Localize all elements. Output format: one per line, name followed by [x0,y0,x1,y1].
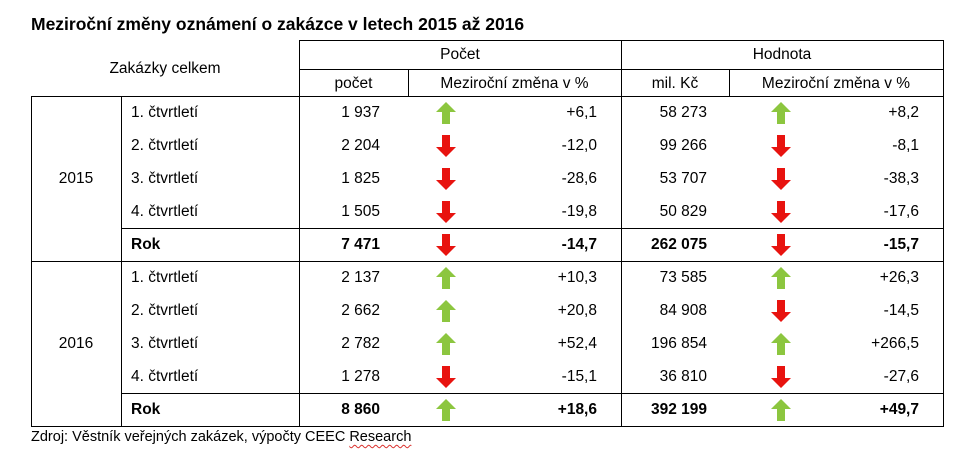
table-vline [299,261,300,427]
page-title: Meziroční změny oznámení o zakázce v letech 2015 až 2016 [31,14,525,34]
table-vline [943,40,944,96]
cell-count-change: +20,8 [557,302,597,319]
table-vline [31,96,32,262]
cell-count: 1 937 [341,104,380,121]
header-col-count: počet [334,75,373,92]
cell-count: 7 471 [341,236,380,253]
table-hline [31,261,943,262]
source-text: Zdroj: Věstník veřejných zakázek, výpočty CEEC [31,429,350,445]
row-label: 4. čtvrtletí [131,368,199,385]
row-label: 3. čtvrtletí [131,335,199,352]
cell-count-change: +18,6 [557,401,597,418]
cell-count-change: -14,7 [561,236,597,253]
cell-value-change: +8,2 [888,104,919,121]
row-label-total: Rok [131,401,161,418]
header-row-label: Zakázky celkem [109,60,221,77]
table-vline [729,69,730,96]
cell-count: 1 505 [341,203,380,220]
table-hline [121,393,943,394]
cell-count: 2 662 [341,302,380,319]
table-vline [943,261,944,427]
cell-value-change: +266,5 [871,335,919,352]
cell-value-change: -14,5 [883,302,919,319]
cell-value: 58 273 [659,104,707,121]
cell-value: 53 707 [659,170,707,187]
table-vline [621,96,622,262]
cell-value: 392 199 [650,401,707,418]
year-label: 2016 [58,334,94,352]
cell-count: 1 825 [341,170,380,187]
row-label: 2. čtvrtletí [131,137,199,154]
cell-count: 2 137 [341,269,380,286]
row-label: 4. čtvrtletí [131,203,199,220]
table-vline [943,96,944,262]
table-hline [31,96,943,97]
cell-count-change: +52,4 [557,335,597,352]
row-label: 3. čtvrtletí [131,170,199,187]
cell-count-change: -12,0 [561,137,597,154]
cell-value-change: +26,3 [879,269,919,286]
cell-count: 2 782 [341,335,380,352]
row-label: 2. čtvrtletí [131,302,199,319]
table-vline [299,96,300,262]
cell-count: 8 860 [341,401,380,418]
cell-count-change: -28,6 [561,170,597,187]
data-table [31,40,943,426]
cell-value: 84 908 [659,302,707,319]
header-col-count-change: Meziroční změna v % [440,75,589,92]
cell-value: 50 829 [659,203,707,220]
table-vline [121,96,122,262]
row-label: 1. čtvrtletí [131,104,199,121]
header-group-value: Hodnota [752,46,812,63]
table-vline [621,40,622,96]
cell-count-change: -19,8 [561,203,597,220]
cell-value: 73 585 [659,269,707,286]
cell-count-change: +10,3 [557,269,597,286]
cell-count: 2 204 [341,137,380,154]
source-note [31,429,411,445]
table-vline [408,69,409,96]
cell-value-change: -8,1 [892,137,919,154]
cell-value-change: -17,6 [883,203,919,220]
cell-value: 262 075 [650,236,707,253]
cell-value-change: +49,7 [879,401,919,418]
year-label: 2015 [58,169,94,187]
table-vline [121,261,122,427]
cell-value: 36 810 [659,368,707,385]
table-hline [121,228,943,229]
table-vline [31,261,32,427]
table-vline [621,261,622,427]
table-vline [299,40,300,96]
cell-value: 196 854 [650,335,707,352]
cell-count: 1 278 [341,368,380,385]
source-research: Research [349,429,412,445]
table-hline [31,426,943,427]
header-col-value-change: Meziroční změna v % [761,75,911,92]
row-label-total: Rok [131,236,161,253]
header-col-value: mil. Kč [651,75,699,92]
cell-count-change: -15,1 [561,368,597,385]
row-label: 1. čtvrtletí [131,269,199,286]
cell-count-change: +6,1 [566,104,597,121]
header-group-count: Počet [440,46,480,63]
cell-value-change: -15,7 [883,236,919,253]
cell-value: 99 266 [659,137,707,154]
cell-value-change: -38,3 [883,170,919,187]
cell-value-change: -27,6 [883,368,919,385]
